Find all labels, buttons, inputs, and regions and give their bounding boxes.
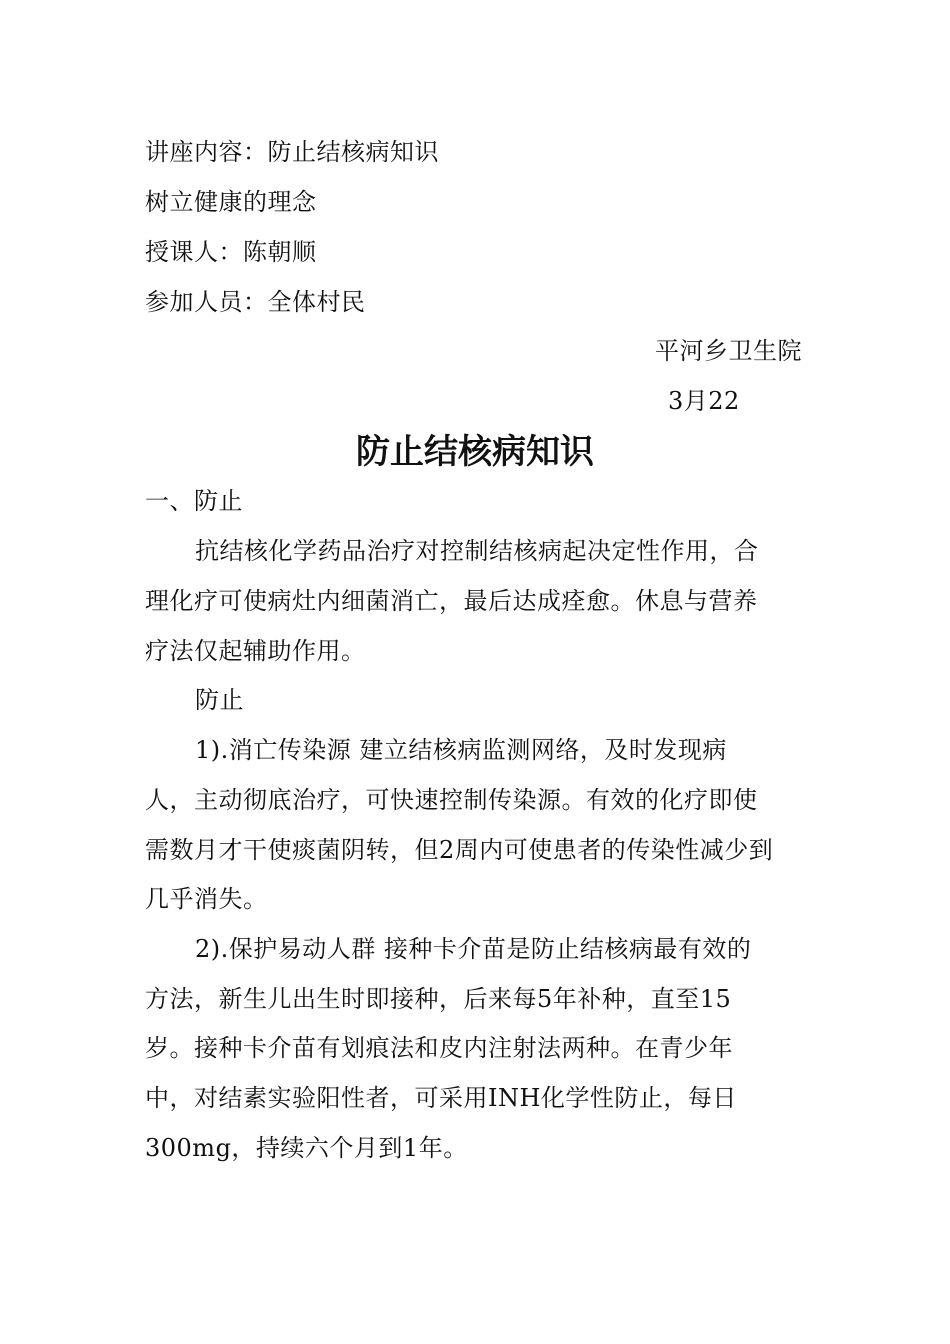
para1-line-2: 理化疗可使病灶内细菌消亡，最后达成痊愈。休息与营养	[145, 587, 758, 615]
item2-line-5: 300mg，持续六个月到1年。	[145, 1134, 468, 1162]
article-title: 防止结核病知识	[356, 432, 594, 472]
lecturer-line: 授课人：陈朝顺	[145, 238, 317, 266]
lecture-content-line: 讲座内容：防止结核病知识	[145, 138, 439, 166]
concept-line: 树立健康的理念	[145, 188, 317, 216]
para1-line-1: 抗结核化学药品治疗对控制结核病起决定性作用，合	[195, 537, 759, 565]
item2-line-1: 2).保护易动人群 接种卡介苗是防止结核病最有效的	[195, 935, 752, 963]
item1-line-4: 几乎消失。	[145, 885, 268, 913]
item2-line-2: 方法，新生儿出生时即接种，后来每5年补种，直至15	[145, 985, 732, 1013]
attendees-line: 参加人员：全体村民	[145, 288, 366, 316]
item1-line-1: 1).消亡传染源 建立结核病监测网络，及时发现病	[195, 736, 727, 764]
organization-signature: 平河乡卫生院	[655, 337, 802, 365]
item2-line-4: 中，对结素实验阳性者，可采用INH化学性防止，每日	[145, 1084, 737, 1112]
para1-line-3: 疗法仅起辅助作用。	[145, 637, 366, 665]
section-heading: 一、防止	[145, 487, 243, 515]
sub-heading: 防止	[195, 686, 244, 714]
item2-line-3: 岁。接种卡介苗有划痕法和皮内注射法两种。在青少年	[145, 1034, 733, 1062]
date-line: 3月22	[668, 387, 740, 415]
item1-line-3: 需数月才干使痰菌阴转，但2周内可使患者的传染性减少到	[145, 836, 774, 864]
item1-line-2: 人，主动彻底治疗，可快速控制传染源。有效的化疗即使	[145, 786, 758, 814]
